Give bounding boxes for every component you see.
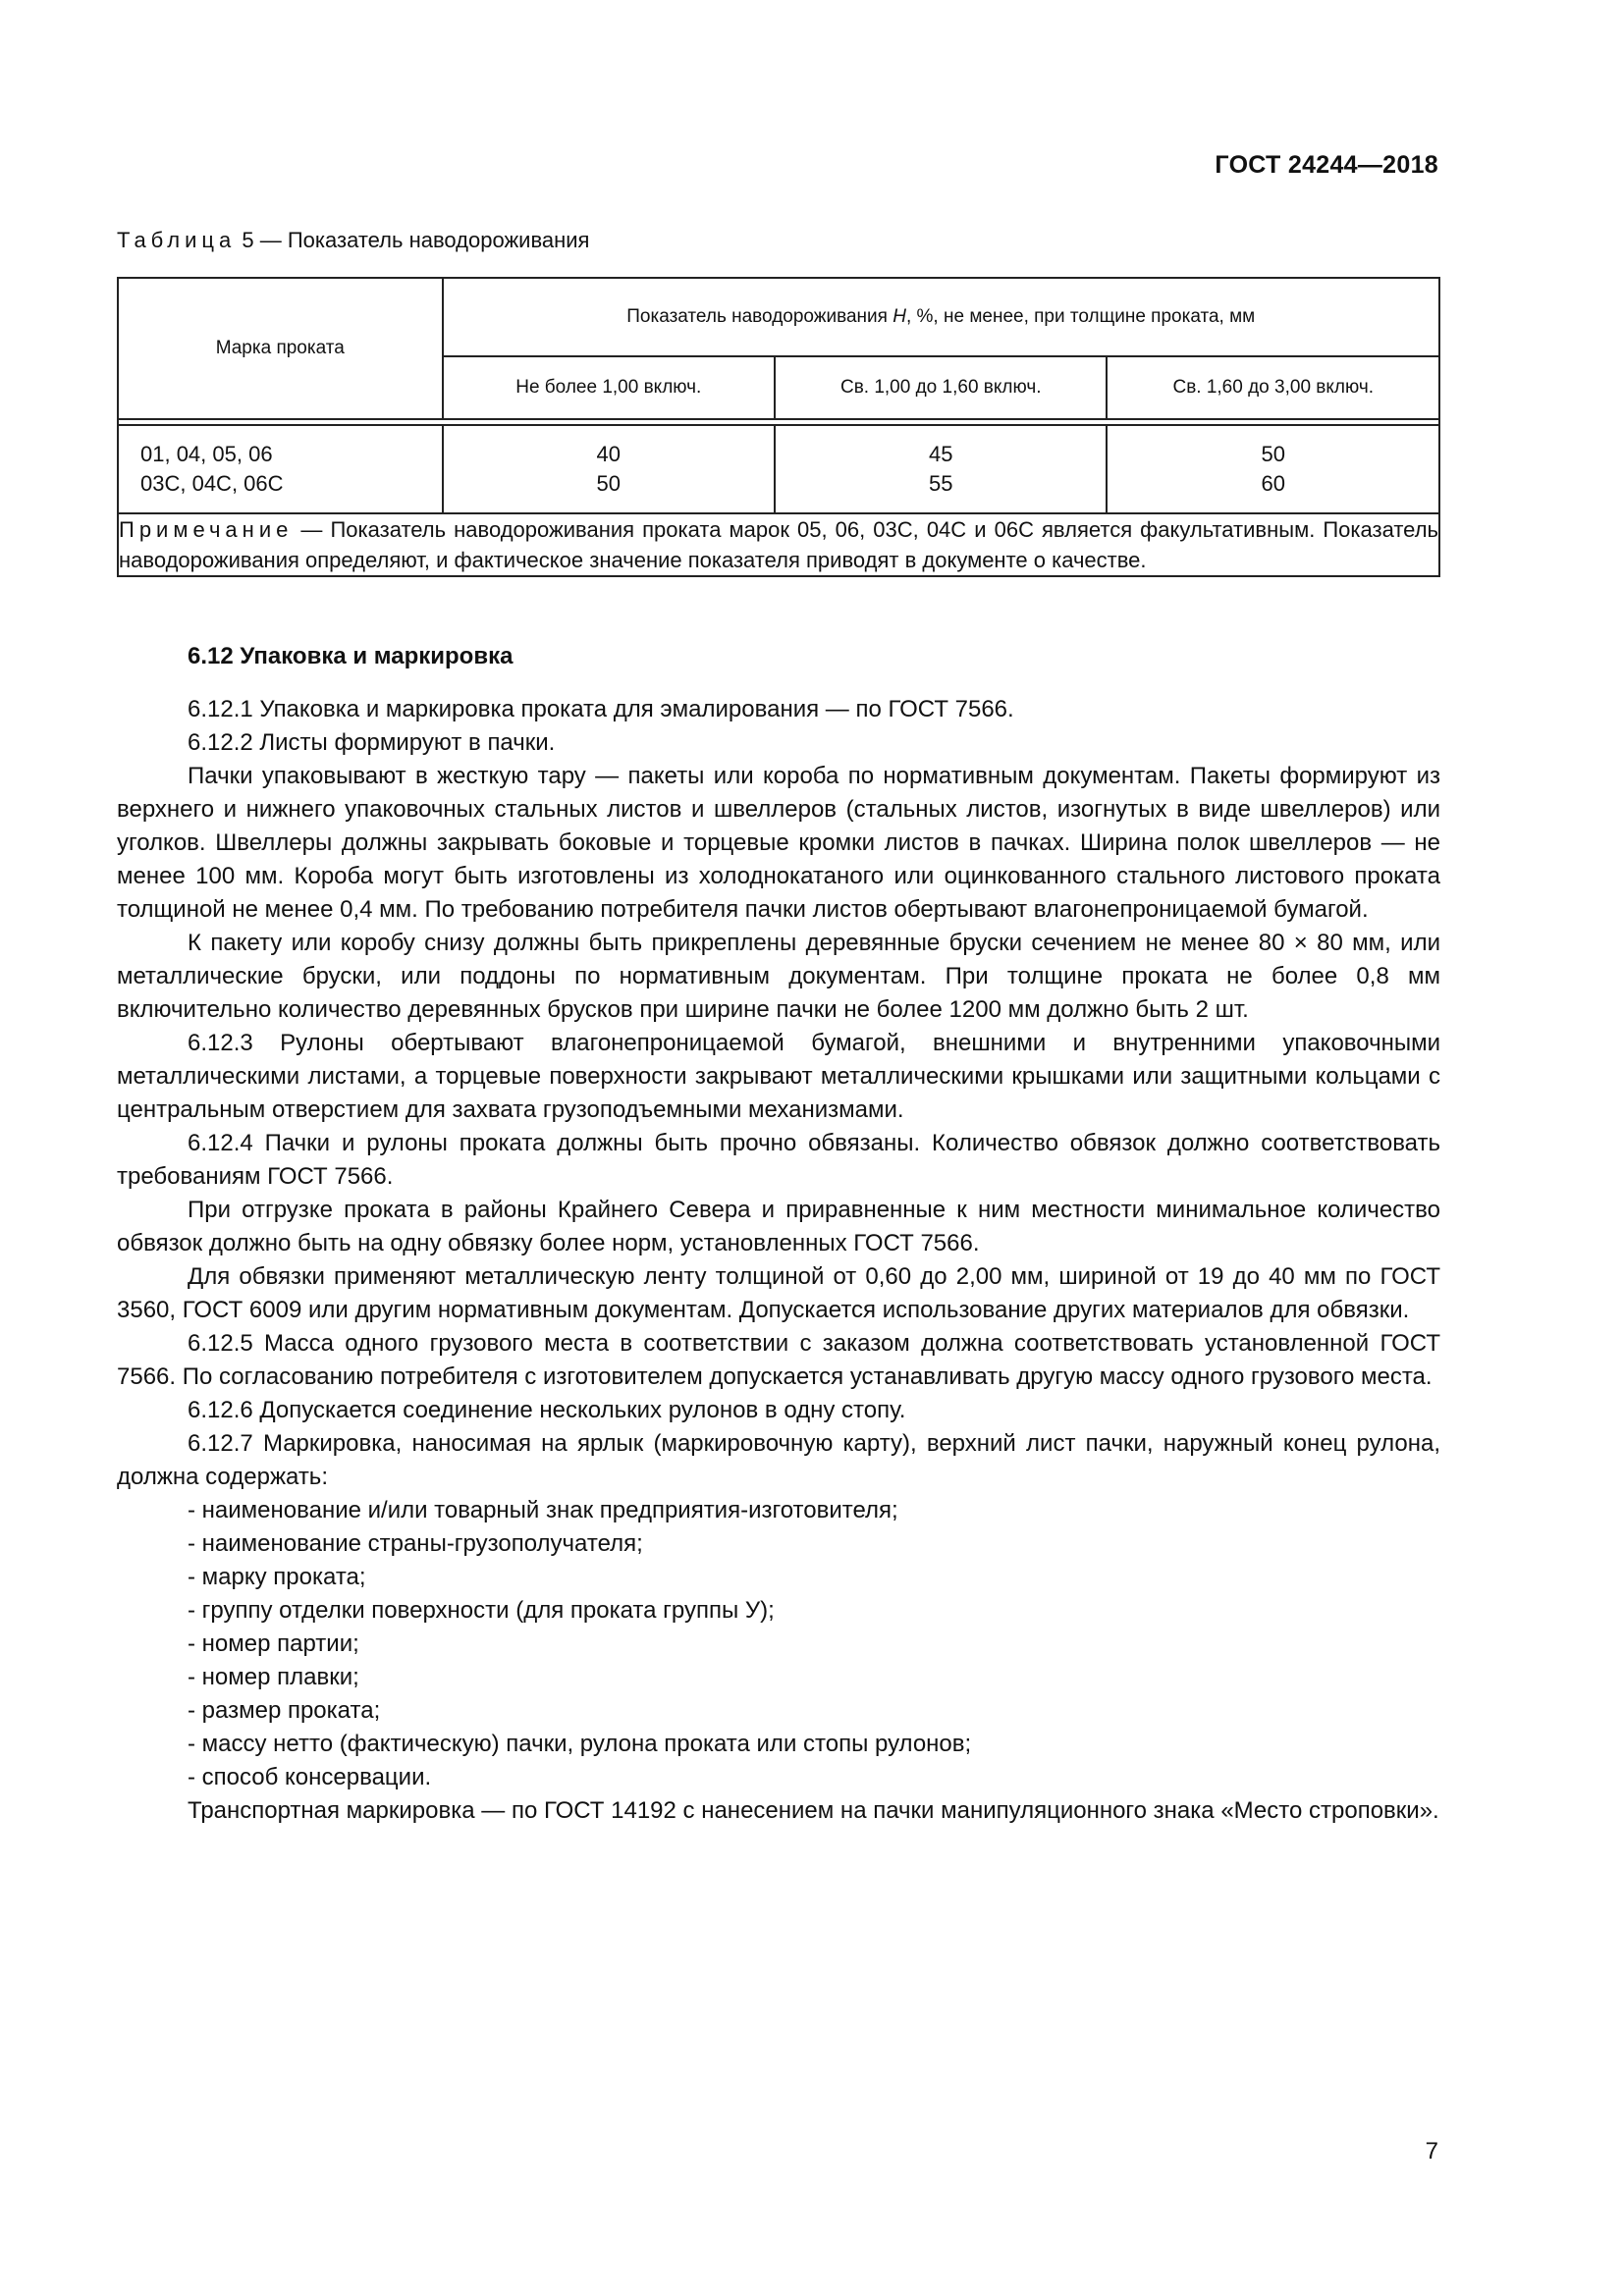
header-thickness-1: Не более 1,00 включ.	[443, 356, 775, 419]
list-item: - размер проката;	[188, 1697, 381, 1724]
table-caption-prefix: Таблица	[117, 228, 237, 252]
note-text: — Показатель наводороживания проката марок 05, 06, 03С, 04С и 06С является факультативным. Показатель наводороживания определяют, и фактическое значение показателя приводят в документе о качестве.	[119, 517, 1438, 572]
header-steel-grade: Марка проката	[118, 278, 443, 419]
list-item: - номер партии;	[188, 1630, 359, 1657]
paragraph-closing: Транспортная маркировка — по ГОСТ 14192 с нанесением на пачки манипуляционного знака «Место строповки».	[188, 1797, 1439, 1824]
list-item: - номер плавки;	[188, 1664, 359, 1690]
table-caption	[117, 228, 589, 253]
paragraph: К пакету или коробу снизу должны быть прикреплены деревянные бруски сечением не менее 80 × 80 мм, или металлические бруски, или поддоны по нормативным документам. При толщине проката не более 0,8 мм включительно количество деревянных брусков при ширине пачки не более 1200 мм должно быть 2 шт.	[117, 930, 1440, 1023]
grade-cell: 01, 04, 05, 06 03С, 04С, 06С	[118, 425, 443, 513]
section-title: 6.12 Упаковка и маркировка	[188, 643, 514, 669]
list-item: - марку проката;	[188, 1564, 366, 1590]
value-cell: 45 55	[775, 425, 1107, 513]
paragraph: При отгрузке проката в районы Крайнего Севера и приравненные к ним местности минимальное количество обвязок должно быть на одну обвязку более норм, установленных ГОСТ 7566.	[117, 1197, 1440, 1256]
list-item: - группу отделки поверхности (для проката группы У);	[188, 1597, 775, 1624]
paragraph: Пачки упаковывают в жесткую тару — пакеты или короба по нормативным документам. Пакеты формируют из верхнего и нижнего упаковочных стальных листов и швеллеров (стальных листов, изогнутых в виде швеллеров) или уголков. Швеллеры должны закрывать боковые и торцевые кромки листов в пачках. Ширина полок швеллеров — не менее 100 мм. Короба могут быть изготовлены из холоднокатаного или оцинкованного стального листового проката толщиной не менее 0,4 мм. По требованию потребителя пачки листов обертывают влагонепроницаемой бумагой.	[117, 763, 1440, 923]
page-number: 7	[1425, 2138, 1438, 2164]
list-item: - способ консервации.	[188, 1764, 432, 1790]
paragraph: 6.12.4 Пачки и рулоны проката должны быть прочно обвязаны. Количество обвязок должно соответствовать требованиям ГОСТ 7566.	[117, 1130, 1440, 1190]
paragraph: 6.12.1 Упаковка и маркировка проката для эмалирования — по ГОСТ 7566.	[188, 696, 1014, 722]
table-row	[118, 425, 1439, 513]
paragraph: 6.12.6 Допускается соединение нескольких рулонов в одну стопу.	[188, 1397, 906, 1423]
value-cell: 50 60	[1107, 425, 1439, 513]
list-item: - массу нетто (фактическую) пачки, рулона проката или стопы рулонов;	[188, 1731, 972, 1757]
paragraph: 6.12.5 Масса одного грузового места в соответствии с заказом должна соответствовать установленной ГОСТ 7566. По согласованию потребителя с изготовителем допускается устанавливать другую массу одного грузового места.	[117, 1330, 1440, 1390]
paragraph: 6.12.7 Маркировка, наносимая на ярлык (маркировочную карту), верхний лист пачки, наружный конец рулона, должна содержать:	[117, 1430, 1440, 1490]
hydrogenation-table	[117, 277, 1440, 577]
header-thickness-2: Св. 1,00 до 1,60 включ.	[775, 356, 1107, 419]
list-item: - наименование страны-грузополучателя;	[188, 1530, 643, 1557]
header-thickness-3: Св. 1,60 до 3,00 включ.	[1107, 356, 1439, 419]
note-prefix: Примечание	[119, 517, 294, 542]
section-content	[117, 640, 1440, 1828]
table-note	[118, 513, 1439, 576]
paragraph: Для обвязки применяют металлическую ленту толщиной от 0,60 до 2,00 мм, шириной от 19 до 40 мм по ГОСТ 3560, ГОСТ 6009 или другим нормативным документам. Допускается использование других материалов для обвязки.	[117, 1263, 1440, 1323]
header-hydrogenation-index: Показатель наводороживания H, %, не менее, при толщине проката, мм	[443, 278, 1439, 356]
marking-list	[117, 1494, 1440, 1794]
paragraph: 6.12.2 Листы формируют в пачки.	[188, 729, 556, 756]
document-code: ГОСТ 24244—2018	[1215, 151, 1438, 179]
paragraph: 6.12.3 Рулоны обертывают влагонепроницаемой бумагой, внешними и внутренними упаковочными металлическими листами, а торцевые поверхности закрывают металлическими крышками или защитными кольцами с центральным отверстием для захвата грузоподъемными механизмами.	[117, 1030, 1440, 1123]
value-cell: 40 50	[443, 425, 775, 513]
table-caption-text: 5 — Показатель наводороживания	[236, 228, 590, 252]
list-item: - наименование и/или товарный знак предприятия-изготовителя;	[188, 1497, 898, 1523]
